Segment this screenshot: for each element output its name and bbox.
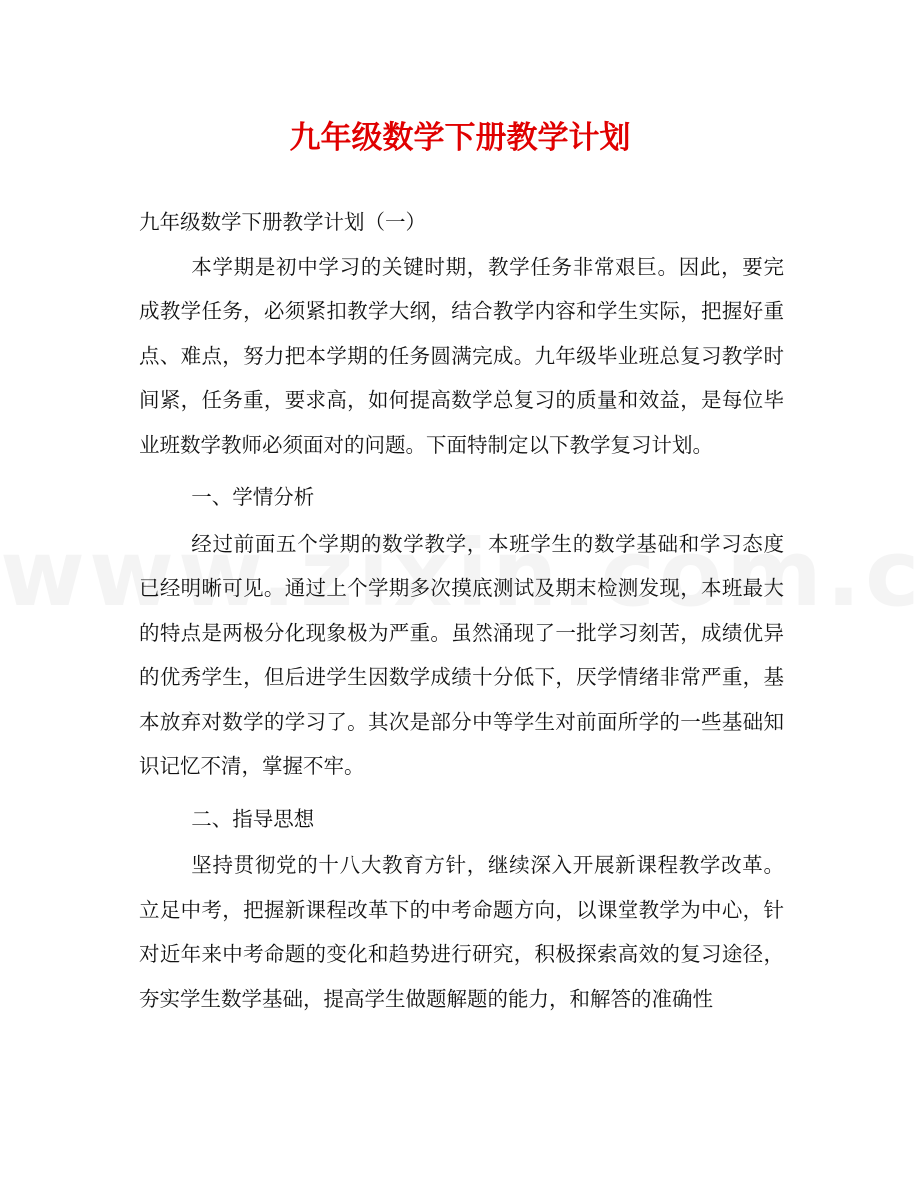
document-body [139,200,784,1027]
section-heading-analysis: 一、学情分析 [191,485,315,509]
section-paragraph-guiding-ideas: 坚持贯彻党的十八大教育方针，继续深入开展新课程教学改革。立足中考，把握新课程改革下的中考命题方向，以课堂教学为中心，针对近年来中考命题的变化和趋势进行研究，积极探索高效的复习途径，夯实学生数学基础，提高学生做题解题的能力，和解答的准确性 [139,853,784,1011]
section-paragraph-analysis: 经过前面五个学期的数学教学，本班学生的数学基础和学习态度已经明晰可见。通过上个学期多次摸底测试及期末检测发现，本班最大的特点是两极分化现象极为严重。虽然涌现了一批学习刻苦，成绩优异的优秀学生，但后进学生因数学成绩十分低下，厌学情绪非常严重，基本放弃对数学的学习了。其次是部分中等学生对前面所学的一些基础知识记忆不清，掌握不牢。 [139,531,784,778]
document-title: 九年级数学下册教学计划 [289,120,631,156]
section-heading-guiding-ideas: 二、指导思想 [191,806,315,831]
intro-paragraph: 本学期是初中学习的关键时期，教学任务非常艰巨。因此，要完成教学任务，必须紧扣教学大纲，结合教学内容和学生实际，把握好重点、难点，努力把本学期的任务圆满完成。九年级毕业班总复习教学时间紧，任务重，要求高，如何提高数学总复习的质量和效益，是每位毕业班数学教师必须面对的问题。下面特制定以下教学复习计划。 [139,254,784,457]
document-subtitle: 九年级数学下册教学计划（一） [139,210,426,234]
